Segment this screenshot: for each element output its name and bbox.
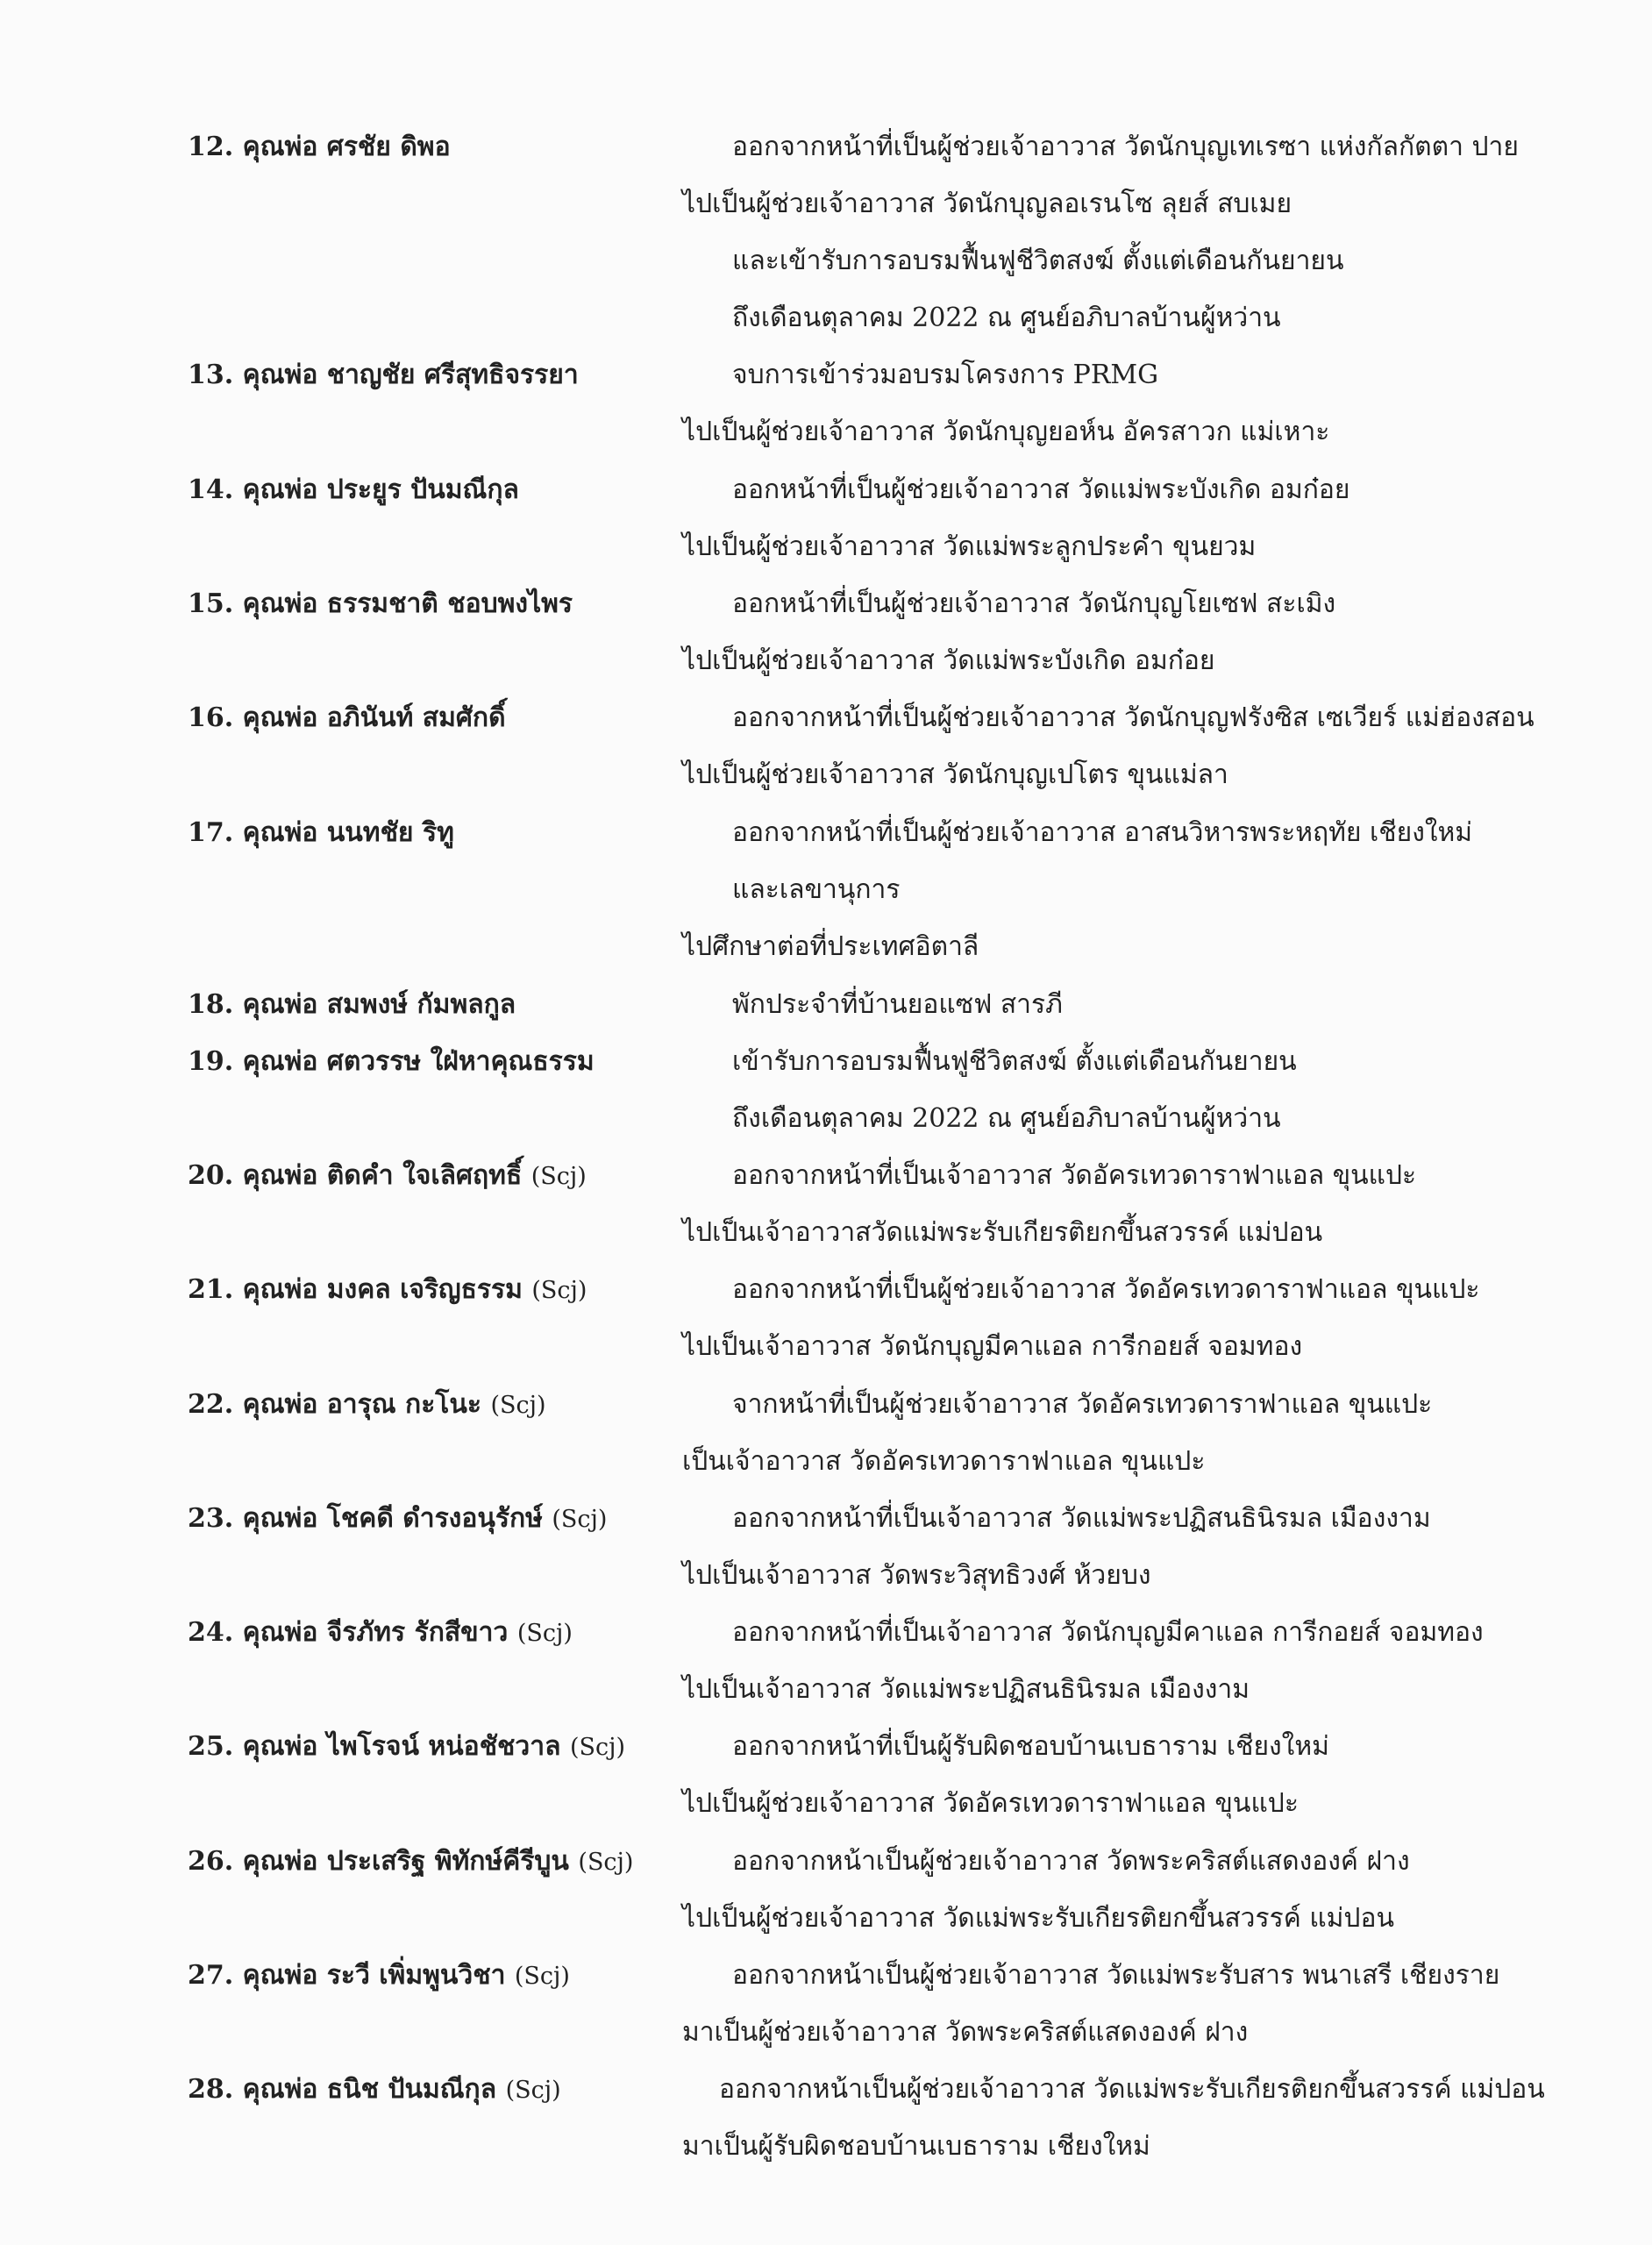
entry-23-line-1: ออกจากหน้าที่เป็นเจ้าอาวาส วัดแม่พระปฏิสนธินิรมล เมืองงาม	[732, 1503, 1431, 1534]
entry-22-line-2: เป็นเจ้าอาวาส วัดอัครเทวดาราฟาแอล ขุนแปะ	[682, 1446, 1206, 1477]
entry-26-line-1: ออกจากหน้าเป็นผู้ช่วยเจ้าอาวาส วัดพระคริสต์แสดงองค์ ฝาง	[732, 1846, 1410, 1877]
entry-15-line-1: ออกหน้าที่เป็นผู้ช่วยเจ้าอาวาส วัดนักบุญโยเซฟ สะเมิง	[732, 588, 1336, 619]
scj-tag: (Scj)	[505, 2077, 561, 2104]
entry-22-line-1: จากหน้าที่เป็นผู้ช่วยเจ้าอาวาส วัดอัครเทวดาราฟาแอล ขุนแปะ	[732, 1389, 1433, 1420]
entry-21-name: 21. คุณพ่อ มงคล เจริญธรรม (Scj)	[188, 1274, 587, 1305]
entry-17-line-1: ออกจากหน้าที่เป็นผู้ช่วยเจ้าอาวาส อาสนวิหารพระหฤทัย เชียงใหม่	[732, 817, 1473, 848]
entry-27-line-1: ออกจากหน้าเป็นผู้ช่วยเจ้าอาวาส วัดแม่พระรับสาร พนาเสรี เชียงราย	[732, 1960, 1500, 1991]
entry-20-line-2: ไปเป็นเจ้าอาวาสวัดแม่พระรับเกียรติยกขึ้นสวรรค์ แม่ปอน	[682, 1217, 1323, 1248]
entry-25-line-2: ไปเป็นผู้ช่วยเจ้าอาวาส วัดอัครเทวดาราฟาแอล ขุนแปะ	[682, 1788, 1299, 1819]
entry-17-line-2: และเลขานุการ	[732, 874, 901, 905]
entry-14-line-2: ไปเป็นผู้ช่วยเจ้าอาวาส วัดแม่พระลูกประคำ ขุนยวม	[682, 531, 1257, 562]
entry-18-line-1: พักประจำที่บ้านยอแซฟ สารภี	[732, 989, 1063, 1020]
scj-tag: (Scj)	[531, 1277, 587, 1304]
entry-20-line-1: ออกจากหน้าที่เป็นเจ้าอาวาส วัดอัครเทวดาราฟาแอล ขุนแปะ	[732, 1160, 1417, 1191]
entry-23-name: 23. คุณพ่อ โชคดี ดำรงอนุรักษ์ (Scj)	[188, 1503, 608, 1534]
entry-17-line-3: ไปศึกษาต่อที่ประเทศอิตาลี	[682, 931, 979, 962]
entry-23-line-2: ไปเป็นเจ้าอาวาส วัดพระวิสุทธิวงศ์ ห้วยบง	[682, 1560, 1151, 1591]
entry-26-name: 26. คุณพ่อ ประเสริฐ พิทักษ์คีรีบูน (Scj)	[188, 1846, 634, 1877]
entry-13-line-2: ไปเป็นผู้ช่วยเจ้าอาวาส วัดนักบุญยอห์น อัครสาวก แม่เหาะ	[682, 417, 1330, 447]
entry-12-line-3: และเข้ารับการอบรมฟื้นฟูชีวิตสงฆ์ ตั้งแต่เดือนกันยายน	[732, 246, 1344, 276]
entry-15-line-2: ไปเป็นผู้ช่วยเจ้าอาวาส วัดแม่พระบังเกิด อมก๋อย	[682, 645, 1215, 676]
entry-12-line-1: ออกจากหน้าที่เป็นผู้ช่วยเจ้าอาวาส วัดนักบุญเทเรซา แห่งกัลกัตตา ปาย	[732, 132, 1519, 162]
entry-27-line-2: มาเป็นผู้ช่วยเจ้าอาวาส วัดพระคริสต์แสดงองค์ ฝาง	[682, 2017, 1249, 2048]
entry-16-line-2: ไปเป็นผู้ช่วยเจ้าอาวาส วัดนักบุญเปโตร ขุนแม่ลา	[682, 759, 1228, 790]
entry-19-line-1: เข้ารับการอบรมฟื้นฟูชีวิตสงฆ์ ตั้งแต่เดือนกันยายน	[732, 1046, 1297, 1077]
scj-tag: (Scj)	[490, 1392, 546, 1419]
entry-13-line-1: จบการเข้าร่วมอบรมโครงการ PRMG	[732, 360, 1159, 390]
entry-14-name: 14. คุณพ่อ ประยูร ปันมณีกุล	[188, 474, 519, 505]
entry-19-line-2: ถึงเดือนตุลาคม 2022 ณ ศูนย์อภิบาลบ้านผู้หว่าน	[732, 1103, 1281, 1134]
entry-12-line-4: ถึงเดือนตุลาคม 2022 ณ ศูนย์อภิบาลบ้านผู้หว่าน	[732, 303, 1281, 333]
entry-12-name: 12. คุณพ่อ ศรชัย ดิพอ	[188, 132, 451, 162]
entry-21-line-1: ออกจากหน้าที่เป็นผู้ช่วยเจ้าอาวาส วัดอัครเทวดาราฟาแอล ขุนแปะ	[732, 1274, 1480, 1305]
scj-tag: (Scj)	[514, 1963, 570, 1990]
entry-20-name: 20. คุณพ่อ ติดคำ ใจเลิศฤทธิ์ (Scj)	[188, 1160, 587, 1191]
entry-24-line-2: ไปเป็นเจ้าอาวาส วัดแม่พระปฏิสนธินิรมล เมืองงาม	[682, 1674, 1250, 1705]
scj-tag: (Scj)	[552, 1506, 608, 1533]
entry-25-line-1: ออกจากหน้าที่เป็นผู้รับผิดชอบบ้านเบธาราม เชียงใหม่	[732, 1731, 1329, 1762]
entry-28-name: 28. คุณพ่อ ธนิช ปันมณีกุล (Scj)	[188, 2074, 561, 2105]
entry-26-line-2: ไปเป็นผู้ช่วยเจ้าอาวาส วัดแม่พระรับเกียรติยกขึ้นสวรรค์ แม่ปอน	[682, 1903, 1394, 1934]
entry-13-name: 13. คุณพ่อ ชาญชัย ศรีสุทธิจรรยา	[188, 360, 579, 390]
entry-15-name: 15. คุณพ่อ ธรรมชาติ ชอบพงไพร	[188, 588, 573, 619]
entry-25-name: 25. คุณพ่อ ไพโรจน์ หน่อชัชวาล (Scj)	[188, 1731, 626, 1762]
entry-19-name: 19. คุณพ่อ ศตวรรษ ใฝ่หาคุณธรรม	[188, 1046, 595, 1077]
entry-18-name: 18. คุณพ่อ สมพงษ์ กัมพลกูล	[188, 989, 516, 1020]
entry-21-line-2: ไปเป็นเจ้าอาวาส วัดนักบุญมีคาแอล การีกอยส์ จอมทอง	[682, 1331, 1303, 1362]
entry-28-line-1: ออกจากหน้าเป็นผู้ช่วยเจ้าอาวาส วัดแม่พระรับเกียรติยกขึ้นสวรรค์ แม่ปอน	[719, 2074, 1545, 2105]
scj-tag: (Scj)	[578, 1849, 634, 1876]
entry-27-name: 27. คุณพ่อ ระวี เพิ่มพูนวิชา (Scj)	[188, 1960, 570, 1991]
entry-16-line-1: ออกจากหน้าที่เป็นผู้ช่วยเจ้าอาวาส วัดนักบุญฟรังซิส เซเวียร์ แม่ฮ่องสอน	[732, 702, 1535, 733]
entry-14-line-1: ออกหน้าที่เป็นผู้ช่วยเจ้าอาวาส วัดแม่พระบังเกิด อมก๋อย	[732, 474, 1350, 505]
entry-28-line-2: มาเป็นผู้รับผิดชอบบ้านเบธาราม เชียงใหม่	[682, 2131, 1150, 2162]
scj-tag: (Scj)	[569, 1734, 626, 1761]
entry-24-name: 24. คุณพ่อ จีรภัทร รักสีขาว (Scj)	[188, 1617, 573, 1648]
entry-12-line-2: ไปเป็นผู้ช่วยเจ้าอาวาส วัดนักบุญลอเรนโซ ลุยส์ สบเมย	[682, 189, 1292, 219]
entry-17-name: 17. คุณพ่อ นนทชัย ริทู	[188, 817, 454, 848]
scj-tag: (Scj)	[530, 1163, 587, 1190]
entry-22-name: 22. คุณพ่อ อารุณ กะโนะ (Scj)	[188, 1389, 546, 1420]
entry-24-line-1: ออกจากหน้าที่เป็นเจ้าอาวาส วัดนักบุญมีคาแอล การีกอยส์ จอมทอง	[732, 1617, 1484, 1648]
scj-tag: (Scj)	[516, 1620, 573, 1647]
entry-16-name: 16. คุณพ่อ อภินันท์ สมศักดิ์	[188, 702, 506, 733]
